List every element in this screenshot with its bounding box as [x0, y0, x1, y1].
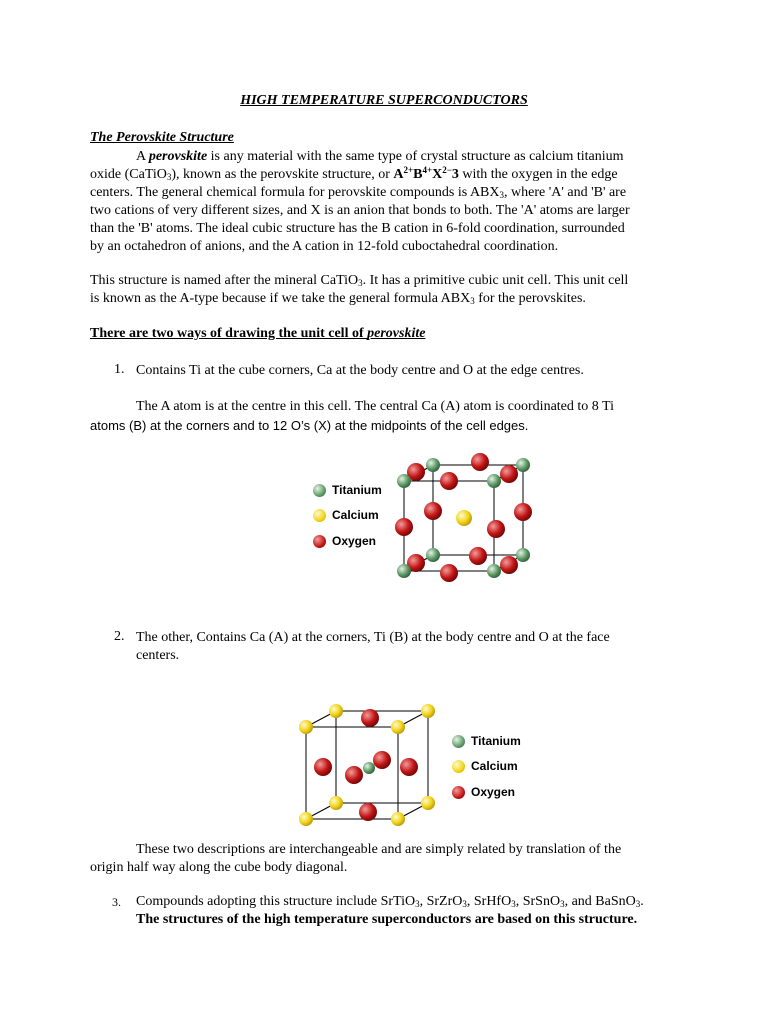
oxygen-atom: [359, 803, 377, 821]
atoms-2: [299, 704, 435, 826]
paragraph-1-line-1: A perovskite is any material with the same type of crystal structure as calcium titanium: [136, 149, 624, 164]
list-item-3-bold-statement: The structures of the high temperature superconductors are based on this structure.: [136, 912, 638, 927]
list-number-1: 1.: [114, 362, 125, 377]
paragraph-1-line-4: two cations of very different sizes, and X is an anion that bonds to both. The 'A' atoms are larger: [90, 203, 630, 218]
calcium-atom-icon: [452, 760, 465, 773]
titanium-atom: [363, 762, 375, 774]
list-item-2-text-line-2: centers.: [136, 648, 180, 663]
legend-oxygen-2: Oxygen: [452, 785, 515, 799]
calcium-atom: [421, 796, 435, 810]
item-1-description-line-1: The A atom is at the centre in this cell. The central Ca (A) atom is coordinated to 8 Ti: [136, 399, 614, 414]
legend-calcium-2: Calcium: [452, 759, 518, 773]
legend-oxygen-1: Oxygen: [313, 534, 376, 548]
calcium-atom: [391, 720, 405, 734]
calcium-atom: [421, 704, 435, 718]
oxygen-atom: [345, 766, 363, 784]
oxygen-atom: [373, 751, 391, 769]
list-number-3: 3.: [112, 895, 121, 909]
paragraph-1-line-5: than the 'B' atoms. The ideal cubic structure has the B cation in 6-fold coordination, surrounded: [90, 221, 625, 236]
document-title: HIGH TEMPERATURE SUPERCONDUCTORS: [240, 93, 528, 108]
calcium-atom: [391, 812, 405, 826]
paragraph-1-line-2: oxide (CaTiO$_3$), known as the perovskite structure, or $A^{2+}B^{4+}X^{2-}3$ with the oxygen in the edge: [90, 165, 618, 182]
oxygen-atom: [400, 758, 418, 776]
list-item-1-text: Contains Ti at the cube corners, Ca at the body centre and O at the edge centres.: [136, 363, 584, 378]
list-item-2-text-line-1: The other, Contains Ca (A) at the corners, Ti (B) at the body centre and O at the face: [136, 630, 610, 645]
calcium-atom: [329, 796, 343, 810]
titanium-atom-icon: [452, 735, 465, 748]
paragraph-2-line-2: is known as the A-type because if we take the general formula $ABX_3$ for the perovskites.: [90, 291, 586, 306]
legend-titanium-2: Titanium: [452, 734, 521, 748]
list-item-3-text: Compounds adopting this structure include SrTiO$_3$, SrZrO$_3$, SrHfO$_3$, SrSnO$_3$, and BaSnO$_3$.: [136, 894, 644, 909]
section-heading-perovskite: The Perovskite Structure: [90, 130, 234, 145]
section-heading-unit-cell: There are two ways of drawing the unit cell of perovskite: [90, 326, 426, 341]
paragraph-2-line-1: This structure is named after the mineral CaTiO$_3$. It has a primitive cubic unit cell. This unit cell: [90, 273, 629, 288]
legend-calcium-1: Calcium: [313, 508, 379, 522]
oxygen-atom: [361, 709, 379, 727]
after-figures-line-2: origin half way along the cube body diagonal.: [90, 860, 348, 875]
calcium-atom: [299, 812, 313, 826]
paragraph-1-line-6: by an octahedron of anions, and the A cation in 12-fold cuboctahedral coordination.: [90, 239, 559, 254]
after-figures-line-1: These two descriptions are interchangeable and are simply related by translation of the: [136, 842, 622, 857]
list-number-2: 2.: [114, 629, 125, 644]
calcium-atom: [329, 704, 343, 718]
legend-titanium-1: Titanium: [313, 483, 382, 497]
paragraph-1-line-3: centers. The general chemical formula for perovskite compounds is $ABX_3$, where 'A' and 'B' are: [90, 185, 627, 200]
item-1-description-line-2: atoms (B) at the corners and to 12 O’s (X) at the midpoints of the cell edges.: [90, 418, 529, 433]
oxygen-atom-icon: [452, 786, 465, 799]
calcium-atom: [299, 720, 313, 734]
oxygen-atom: [314, 758, 332, 776]
